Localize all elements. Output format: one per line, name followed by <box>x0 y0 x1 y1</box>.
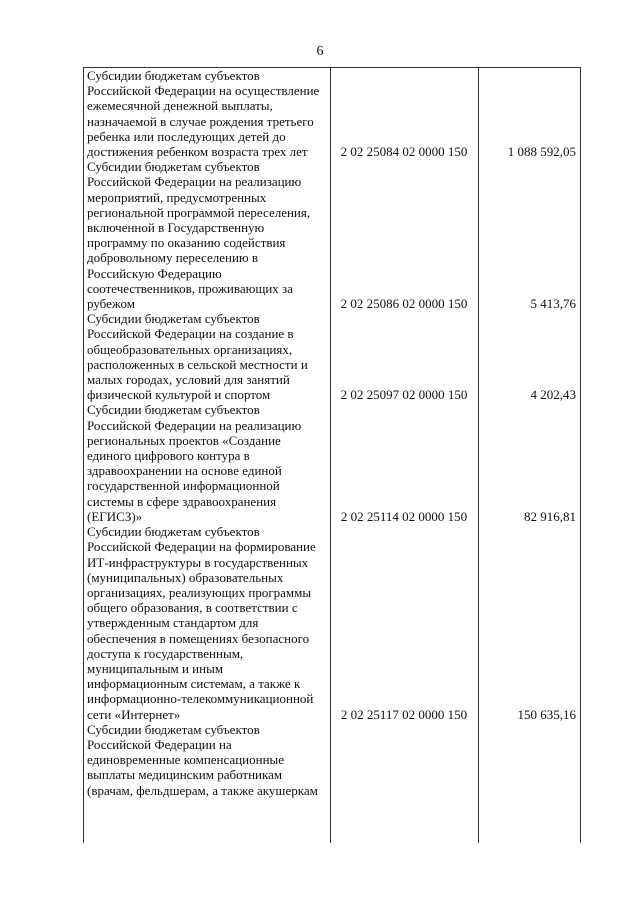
revenue-code: 2 02 25086 02 0000 150 <box>340 296 468 312</box>
table-row <box>84 722 580 798</box>
description-line: добровольному переселению в <box>87 250 258 266</box>
description-line: государственной информационной <box>87 478 280 494</box>
description-line: физической культурой и спортом <box>87 387 271 403</box>
description-line: Субсидии бюджетам субъектов <box>87 402 260 418</box>
revenue-code: 2 02 25114 02 0000 150 <box>340 508 468 524</box>
description-line: (ЕГИСЗ)» <box>87 508 143 524</box>
description-line: Субсидии бюджетам субъектов <box>87 311 260 327</box>
description-line: единого цифрового контура в <box>87 448 250 464</box>
description-line: системы в сфере здравоохранения <box>87 493 277 509</box>
description-line: расположенных в сельской местности и <box>87 356 308 372</box>
row-description <box>84 68 327 159</box>
description-line: мероприятий, предусмотренных <box>87 189 267 205</box>
description-line: общего образования, в соответствии с <box>87 600 298 616</box>
description-line: Российской Федерации на осуществление <box>87 83 320 99</box>
description-line: Российской Федерации на реализацию <box>87 174 302 190</box>
description-line: Субсидии бюджетам субъектов <box>87 159 260 175</box>
description-line: утвержденным стандартом для <box>87 615 259 631</box>
description-line: доступа к государственным, <box>87 645 244 661</box>
amount-value: 82 916,81 <box>524 508 576 524</box>
description-line: общеобразовательных организациях, <box>87 341 293 357</box>
revenue-code: 2 02 25097 02 0000 150 <box>340 387 468 403</box>
row-description <box>84 159 327 311</box>
description-line: Российской Федерации на реализацию <box>87 417 302 433</box>
description-line: назначаемой в случае рождения третьего <box>87 113 314 129</box>
description-line: Субсидии бюджетам субъектов <box>87 721 260 737</box>
description-line: региональных проектов «Создание <box>87 432 281 448</box>
table-row <box>84 311 580 402</box>
row-description <box>84 311 327 402</box>
description-line: выплаты медицинским работникам <box>87 767 283 783</box>
description-line: сети «Интернет» <box>87 706 181 722</box>
description-line: информационно-телекоммуникационной <box>87 691 314 707</box>
row-description <box>84 722 327 798</box>
table-row <box>84 159 580 311</box>
amount-value: 5 413,76 <box>530 296 576 312</box>
amount-value: 4 202,43 <box>530 387 576 403</box>
description-line: ежемесячной денежной выплаты, <box>87 98 273 114</box>
description-line: рубежом <box>87 296 136 312</box>
table-row <box>84 402 580 524</box>
description-line: ребенка или последующих детей до <box>87 128 286 144</box>
table-row <box>84 524 580 722</box>
description-line: Российскую Федерацию <box>87 265 222 281</box>
table-rows <box>84 68 580 798</box>
description-line: (муниципальных) образовательных <box>87 569 284 585</box>
description-line: достижения ребенком возраста трех лет <box>87 144 308 160</box>
description-line: малых городах, условий для занятий <box>87 372 290 388</box>
description-line: программу по оказанию содействия <box>87 235 286 251</box>
table-row <box>84 68 580 159</box>
description-line: Российской Федерации на создание в <box>87 326 294 342</box>
description-line: Российской Федерации на <box>87 736 232 752</box>
amount-value: 1 088 592,05 <box>507 144 576 160</box>
description-line: ИТ-инфраструктуры в государственных <box>87 554 309 570</box>
description-line: обеспечения в помещениях безопасного <box>87 630 310 646</box>
description-line: региональной программой переселения, <box>87 204 311 220</box>
budget-table <box>83 67 581 843</box>
description-line: включенной в Государственную <box>87 220 265 236</box>
row-description <box>84 524 327 722</box>
description-line: организациях, реализующих программы <box>87 584 312 600</box>
description-line: соотечественников, проживающих за <box>87 280 293 296</box>
revenue-code: 2 02 25084 02 0000 150 <box>340 144 468 160</box>
description-line: здравоохранении на основе единой <box>87 463 282 479</box>
description-line: (врачам, фельдшерам, а также акушеркам <box>87 782 318 798</box>
description-line: информационным системам, а также к <box>87 676 301 692</box>
description-line: Субсидии бюджетам субъектов <box>87 68 260 83</box>
description-line: единовременные компенсационные <box>87 752 285 768</box>
amount-value: 150 635,16 <box>517 706 576 722</box>
revenue-code: 2 02 25117 02 0000 150 <box>340 706 468 722</box>
description-line: Российской Федерации на формирование <box>87 539 316 555</box>
description-line: Субсидии бюджетам субъектов <box>87 524 260 540</box>
description-line: муниципальным и иным <box>87 660 224 676</box>
page-number: 6 <box>316 44 324 59</box>
row-description <box>84 402 327 524</box>
